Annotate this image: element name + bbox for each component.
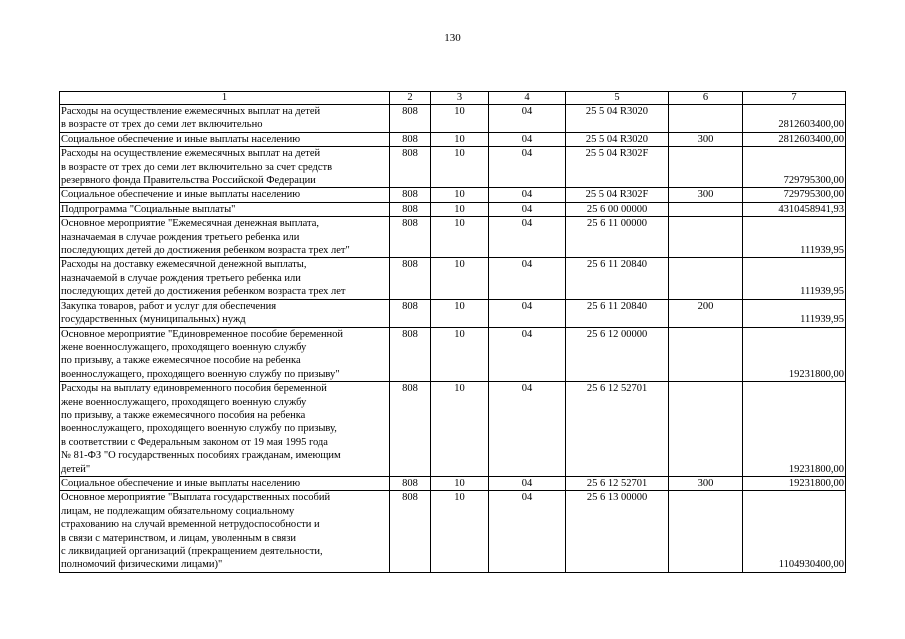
cell-col-2: 808	[390, 202, 431, 216]
row-description: Расходы на выплату единовременного пособия беременной жене военнослужащего, проходящего военную службу по призыву, а также ежемесячного пособия на ребенка военнослужащего, проходящего военную службу по призыву, в соответствии с Федеральным законом от 19 мая 1995 года № 81-ФЗ "О государственных пособиях гражданам, имеющим детей"	[60, 382, 390, 477]
cell-amount: 2812603400,00	[743, 105, 846, 133]
cell-col-2: 808	[390, 217, 431, 258]
cell-amount: 111939,95	[743, 258, 846, 299]
cell-col-4: 04	[489, 147, 566, 188]
cell-col-6	[669, 382, 743, 477]
cell-col-5: 25 6 00 00000	[566, 202, 669, 216]
cell-col-4: 04	[489, 132, 566, 146]
table-row	[60, 188, 846, 202]
table-row	[60, 132, 846, 146]
cell-col-3: 10	[431, 258, 489, 299]
cell-col-3: 10	[431, 299, 489, 327]
row-description: Социальное обеспечение и иные выплаты населению	[60, 188, 390, 202]
budget-table	[59, 91, 846, 573]
cell-col-2: 808	[390, 476, 431, 490]
cell-col-6	[669, 217, 743, 258]
cell-col-5: 25 6 12 00000	[566, 327, 669, 382]
table-row	[60, 147, 846, 188]
table-row	[60, 476, 846, 490]
cell-col-2: 808	[390, 491, 431, 572]
cell-amount: 2812603400,00	[743, 132, 846, 146]
cell-col-5: 25 5 04 R3020	[566, 132, 669, 146]
cell-col-2: 808	[390, 327, 431, 382]
cell-col-3: 10	[431, 147, 489, 188]
column-header: 5	[566, 92, 669, 105]
cell-amount: 729795300,00	[743, 188, 846, 202]
cell-col-6: 200	[669, 299, 743, 327]
cell-col-5: 25 6 13 00000	[566, 491, 669, 572]
row-description: Основное мероприятие "Ежемесячная денежная выплата, назначаемая в случае рождения третьего ребенка или последующих детей до достижения ребенком возраста трех лет"	[60, 217, 390, 258]
cell-col-2: 808	[390, 147, 431, 188]
cell-amount: 111939,95	[743, 217, 846, 258]
cell-amount: 19231800,00	[743, 382, 846, 477]
column-header: 1	[60, 92, 390, 105]
row-description: Подпрограмма "Социальные выплаты"	[60, 202, 390, 216]
cell-col-5: 25 6 12 52701	[566, 476, 669, 490]
row-description: Закупка товаров, работ и услуг для обеспечения государственных (муниципальных) нужд	[60, 299, 390, 327]
cell-col-5: 25 6 11 20840	[566, 258, 669, 299]
cell-col-2: 808	[390, 299, 431, 327]
cell-col-5: 25 6 11 20840	[566, 299, 669, 327]
column-header: 3	[431, 92, 489, 105]
cell-col-6	[669, 258, 743, 299]
table-row	[60, 327, 846, 382]
cell-col-3: 10	[431, 491, 489, 572]
cell-col-3: 10	[431, 202, 489, 216]
cell-amount: 19231800,00	[743, 327, 846, 382]
cell-col-3: 10	[431, 105, 489, 133]
cell-amount: 19231800,00	[743, 476, 846, 490]
cell-col-5: 25 6 11 00000	[566, 217, 669, 258]
cell-col-4: 04	[489, 105, 566, 133]
cell-col-6: 300	[669, 132, 743, 146]
cell-col-2: 808	[390, 105, 431, 133]
table-row	[60, 382, 846, 477]
row-description: Основное мероприятие "Выплата государственных пособий лицам, не подлежащим обязательному социальному страхованию на случай временной нетрудоспособности и в связи с материнством, и лицам, уволенным в связи с ликвидацией организаций (прекращением деятельности, полномочий физическими лицами)"	[60, 491, 390, 572]
table-row	[60, 217, 846, 258]
cell-col-2: 808	[390, 132, 431, 146]
cell-col-3: 10	[431, 327, 489, 382]
table-row	[60, 202, 846, 216]
cell-col-2: 808	[390, 258, 431, 299]
cell-amount: 1104930400,00	[743, 491, 846, 572]
cell-col-6	[669, 327, 743, 382]
table-header-row	[60, 92, 846, 105]
cell-col-5: 25 6 12 52701	[566, 382, 669, 477]
table-row	[60, 491, 846, 572]
row-description: Социальное обеспечение и иные выплаты населению	[60, 476, 390, 490]
cell-col-3: 10	[431, 476, 489, 490]
cell-col-4: 04	[489, 382, 566, 477]
cell-col-4: 04	[489, 188, 566, 202]
cell-col-2: 808	[390, 382, 431, 477]
cell-col-6: 300	[669, 188, 743, 202]
cell-amount: 111939,95	[743, 299, 846, 327]
cell-col-3: 10	[431, 188, 489, 202]
row-description: Основное мероприятие "Единовременное пособие беременной жене военнослужащего, проходящего военную службу по призыву, а также ежемесячное пособие на ребенка военнослужащего, проходящего военную службу по призыву"	[60, 327, 390, 382]
cell-col-5: 25 5 04 R302F	[566, 147, 669, 188]
column-header: 6	[669, 92, 743, 105]
cell-col-4: 04	[489, 327, 566, 382]
cell-amount: 4310458941,93	[743, 202, 846, 216]
table-row	[60, 258, 846, 299]
row-description: Расходы на доставку ежемесячной денежной выплаты, назначаемой в случае рождения третьего ребенка или последующих детей до достижения ребенком возраста трех лет	[60, 258, 390, 299]
cell-col-6: 300	[669, 476, 743, 490]
column-header: 2	[390, 92, 431, 105]
cell-col-4: 04	[489, 299, 566, 327]
row-description: Расходы на осуществление ежемесячных выплат на детей в возрасте от трех до семи лет включительно	[60, 105, 390, 133]
row-description: Социальное обеспечение и иные выплаты населению	[60, 132, 390, 146]
cell-col-2: 808	[390, 188, 431, 202]
cell-col-3: 10	[431, 132, 489, 146]
table-body	[60, 105, 846, 573]
column-header: 4	[489, 92, 566, 105]
cell-col-4: 04	[489, 476, 566, 490]
cell-col-3: 10	[431, 217, 489, 258]
cell-col-6	[669, 202, 743, 216]
cell-col-4: 04	[489, 217, 566, 258]
row-description: Расходы на осуществление ежемесячных выплат на детей в возрасте от трех до семи лет включительно за счет средств резервного фонда Правительства Российской Федерации	[60, 147, 390, 188]
cell-amount: 729795300,00	[743, 147, 846, 188]
cell-col-6	[669, 491, 743, 572]
cell-col-4: 04	[489, 202, 566, 216]
page-number: 130	[444, 32, 461, 44]
cell-col-5: 25 5 04 R3020	[566, 105, 669, 133]
cell-col-4: 04	[489, 491, 566, 572]
cell-col-3: 10	[431, 382, 489, 477]
table-row	[60, 299, 846, 327]
cell-col-6	[669, 147, 743, 188]
cell-col-4: 04	[489, 258, 566, 299]
table-row	[60, 105, 846, 133]
cell-col-5: 25 5 04 R302F	[566, 188, 669, 202]
column-header: 7	[743, 92, 846, 105]
cell-col-6	[669, 105, 743, 133]
